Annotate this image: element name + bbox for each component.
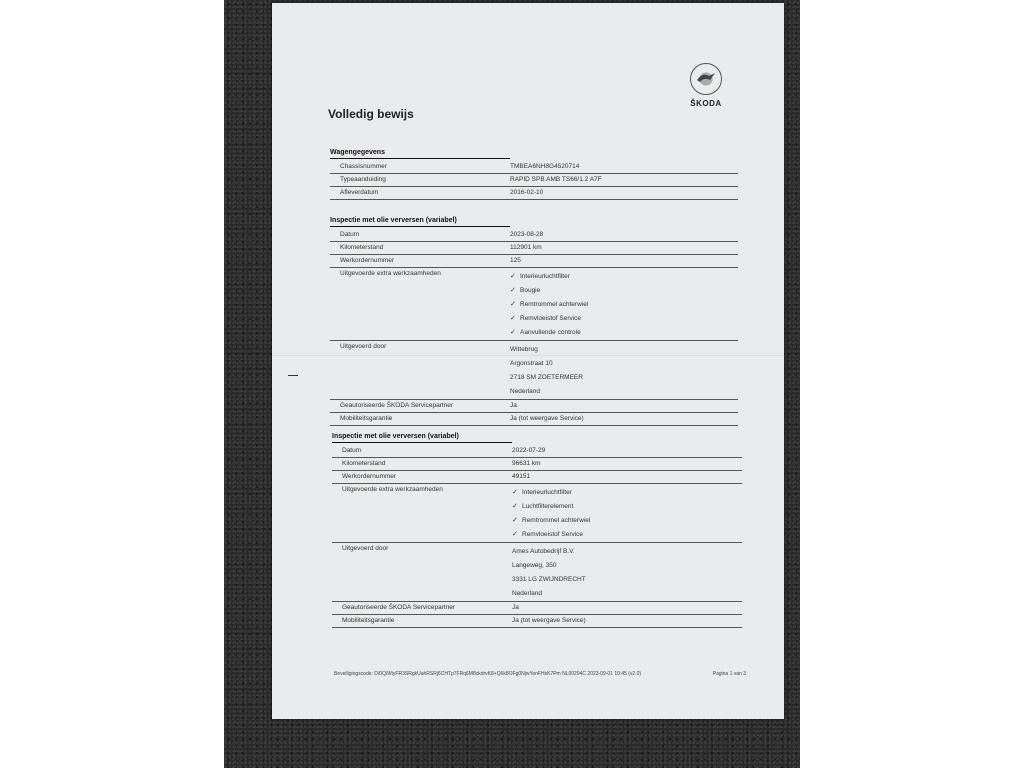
checkmark-icon: ✓: [512, 503, 518, 510]
list-item: ✓ Interieurluchtfilter: [512, 486, 742, 500]
checkmark-icon: ✓: [510, 287, 516, 294]
checkmark-icon: ✓: [510, 301, 516, 308]
table-row: Datum 2023-08-28: [330, 229, 738, 242]
inspection-section-1: [330, 217, 738, 426]
skoda-logo: [684, 63, 728, 108]
security-code: Beveiligingscode: D/0Q6f/tyFR3SRgkUahRSRj6CHTp7FRq6M8ckdrvK8+Q6k8OFg0NjwYenFHsK7Pm NL00294C 2023-09-01 10:45 (v2.0): [334, 671, 642, 677]
table-row: Geautoriseerde ŠKODA Servicepartner Ja: [332, 602, 742, 615]
checkmark-icon: ✓: [510, 273, 516, 280]
table-row: Afleverdatum 2016-02-10: [330, 187, 738, 200]
section-header: Inspectie met olie verversen (variabel): [330, 217, 510, 227]
table-row: Werkordernummer 125: [330, 255, 738, 268]
table-row: Uitgevoerde extra werkzaamheden ✓ Interieurluchtfilter ✓ Bougie ✓ Remtrommel achterwiel ✓ Remvloeistof Service ✓ Aanvullende controle: [330, 268, 738, 341]
address-block: Wittebrug Argonstraat 10 2718 SM ZOETERMEER Nederland: [510, 346, 583, 395]
list-item: ✓ Remtrommel achterwiel: [512, 514, 742, 528]
section-header: Inspectie met olie verversen (variabel): [332, 433, 512, 443]
list-item: ✓ Remvloeistof Service: [512, 528, 742, 542]
table-row: Typeaanduiding RAPID SPB AMB TS66/1.2 A7F: [330, 174, 738, 187]
skoda-logo-icon: [690, 63, 722, 95]
list-item: ✓ Remtrommel achterwiel: [510, 298, 738, 312]
list-item: ✓ Luchtfilterelement: [512, 500, 742, 514]
page-title: Volledig bewijs: [328, 107, 414, 121]
table-row: Datum 2022-07-29: [332, 445, 742, 458]
table-row: Geautoriseerde ŠKODA Servicepartner Ja: [330, 400, 738, 413]
table-row: Uitgevoerde extra werkzaamheden ✓ Interieurluchtfilter ✓ Luchtfilterelement ✓ Remtrommel achterwiel ✓ Remvloeistof Service: [332, 484, 742, 543]
table-row: Werkordernummer 49151: [332, 471, 742, 484]
checkmark-icon: ✓: [510, 315, 516, 322]
checkmark-icon: ✓: [510, 329, 516, 336]
extras-list: [512, 484, 742, 542]
table-row: Uitgevoerd door Ames Autobedrijf B.V. Langeweg, 350 3331 LG ZWIJNDRECHT Nederland: [332, 543, 742, 602]
table-row: Chassisnummer TMBEA6NH8G4520714: [330, 161, 738, 174]
inspection-section-2: [332, 433, 742, 628]
list-item: ✓ Remvloeistof Service: [510, 312, 738, 326]
section-header: Wagengegevens: [330, 149, 510, 159]
table-row: Uitgevoerd door Wittebrug Argonstraat 10 2718 SM ZOETERMEER Nederland: [330, 341, 738, 400]
checkmark-icon: ✓: [512, 489, 518, 496]
list-item: ✓ Bougie: [510, 284, 738, 298]
table-row: Kilometerstand 96631 km: [332, 458, 742, 471]
list-item: ✓ Interieurluchtfilter: [510, 270, 738, 284]
fold-mark: [288, 375, 298, 376]
page-number: Pagina 1 van 3: [712, 671, 746, 677]
table-row: Mobiliteitsgarantie Ja (tot weergave Service): [332, 615, 742, 628]
checkmark-icon: ✓: [512, 517, 518, 524]
checkmark-icon: ✓: [512, 531, 518, 538]
address-block: Ames Autobedrijf B.V. Langeweg, 350 3331 LG ZWIJNDRECHT Nederland: [512, 548, 586, 597]
table-row: Kilometerstand 112901 km: [330, 242, 738, 255]
vehicle-section: [330, 149, 738, 200]
extras-list: [510, 268, 738, 340]
list-item: ✓ Aanvullende controle: [510, 326, 738, 340]
document-page: [272, 3, 784, 719]
document-footer: [334, 671, 746, 677]
table-row: Mobiliteitsgarantie Ja (tot weergave Service): [330, 413, 738, 426]
brand-name: ŠKODA: [690, 99, 722, 108]
